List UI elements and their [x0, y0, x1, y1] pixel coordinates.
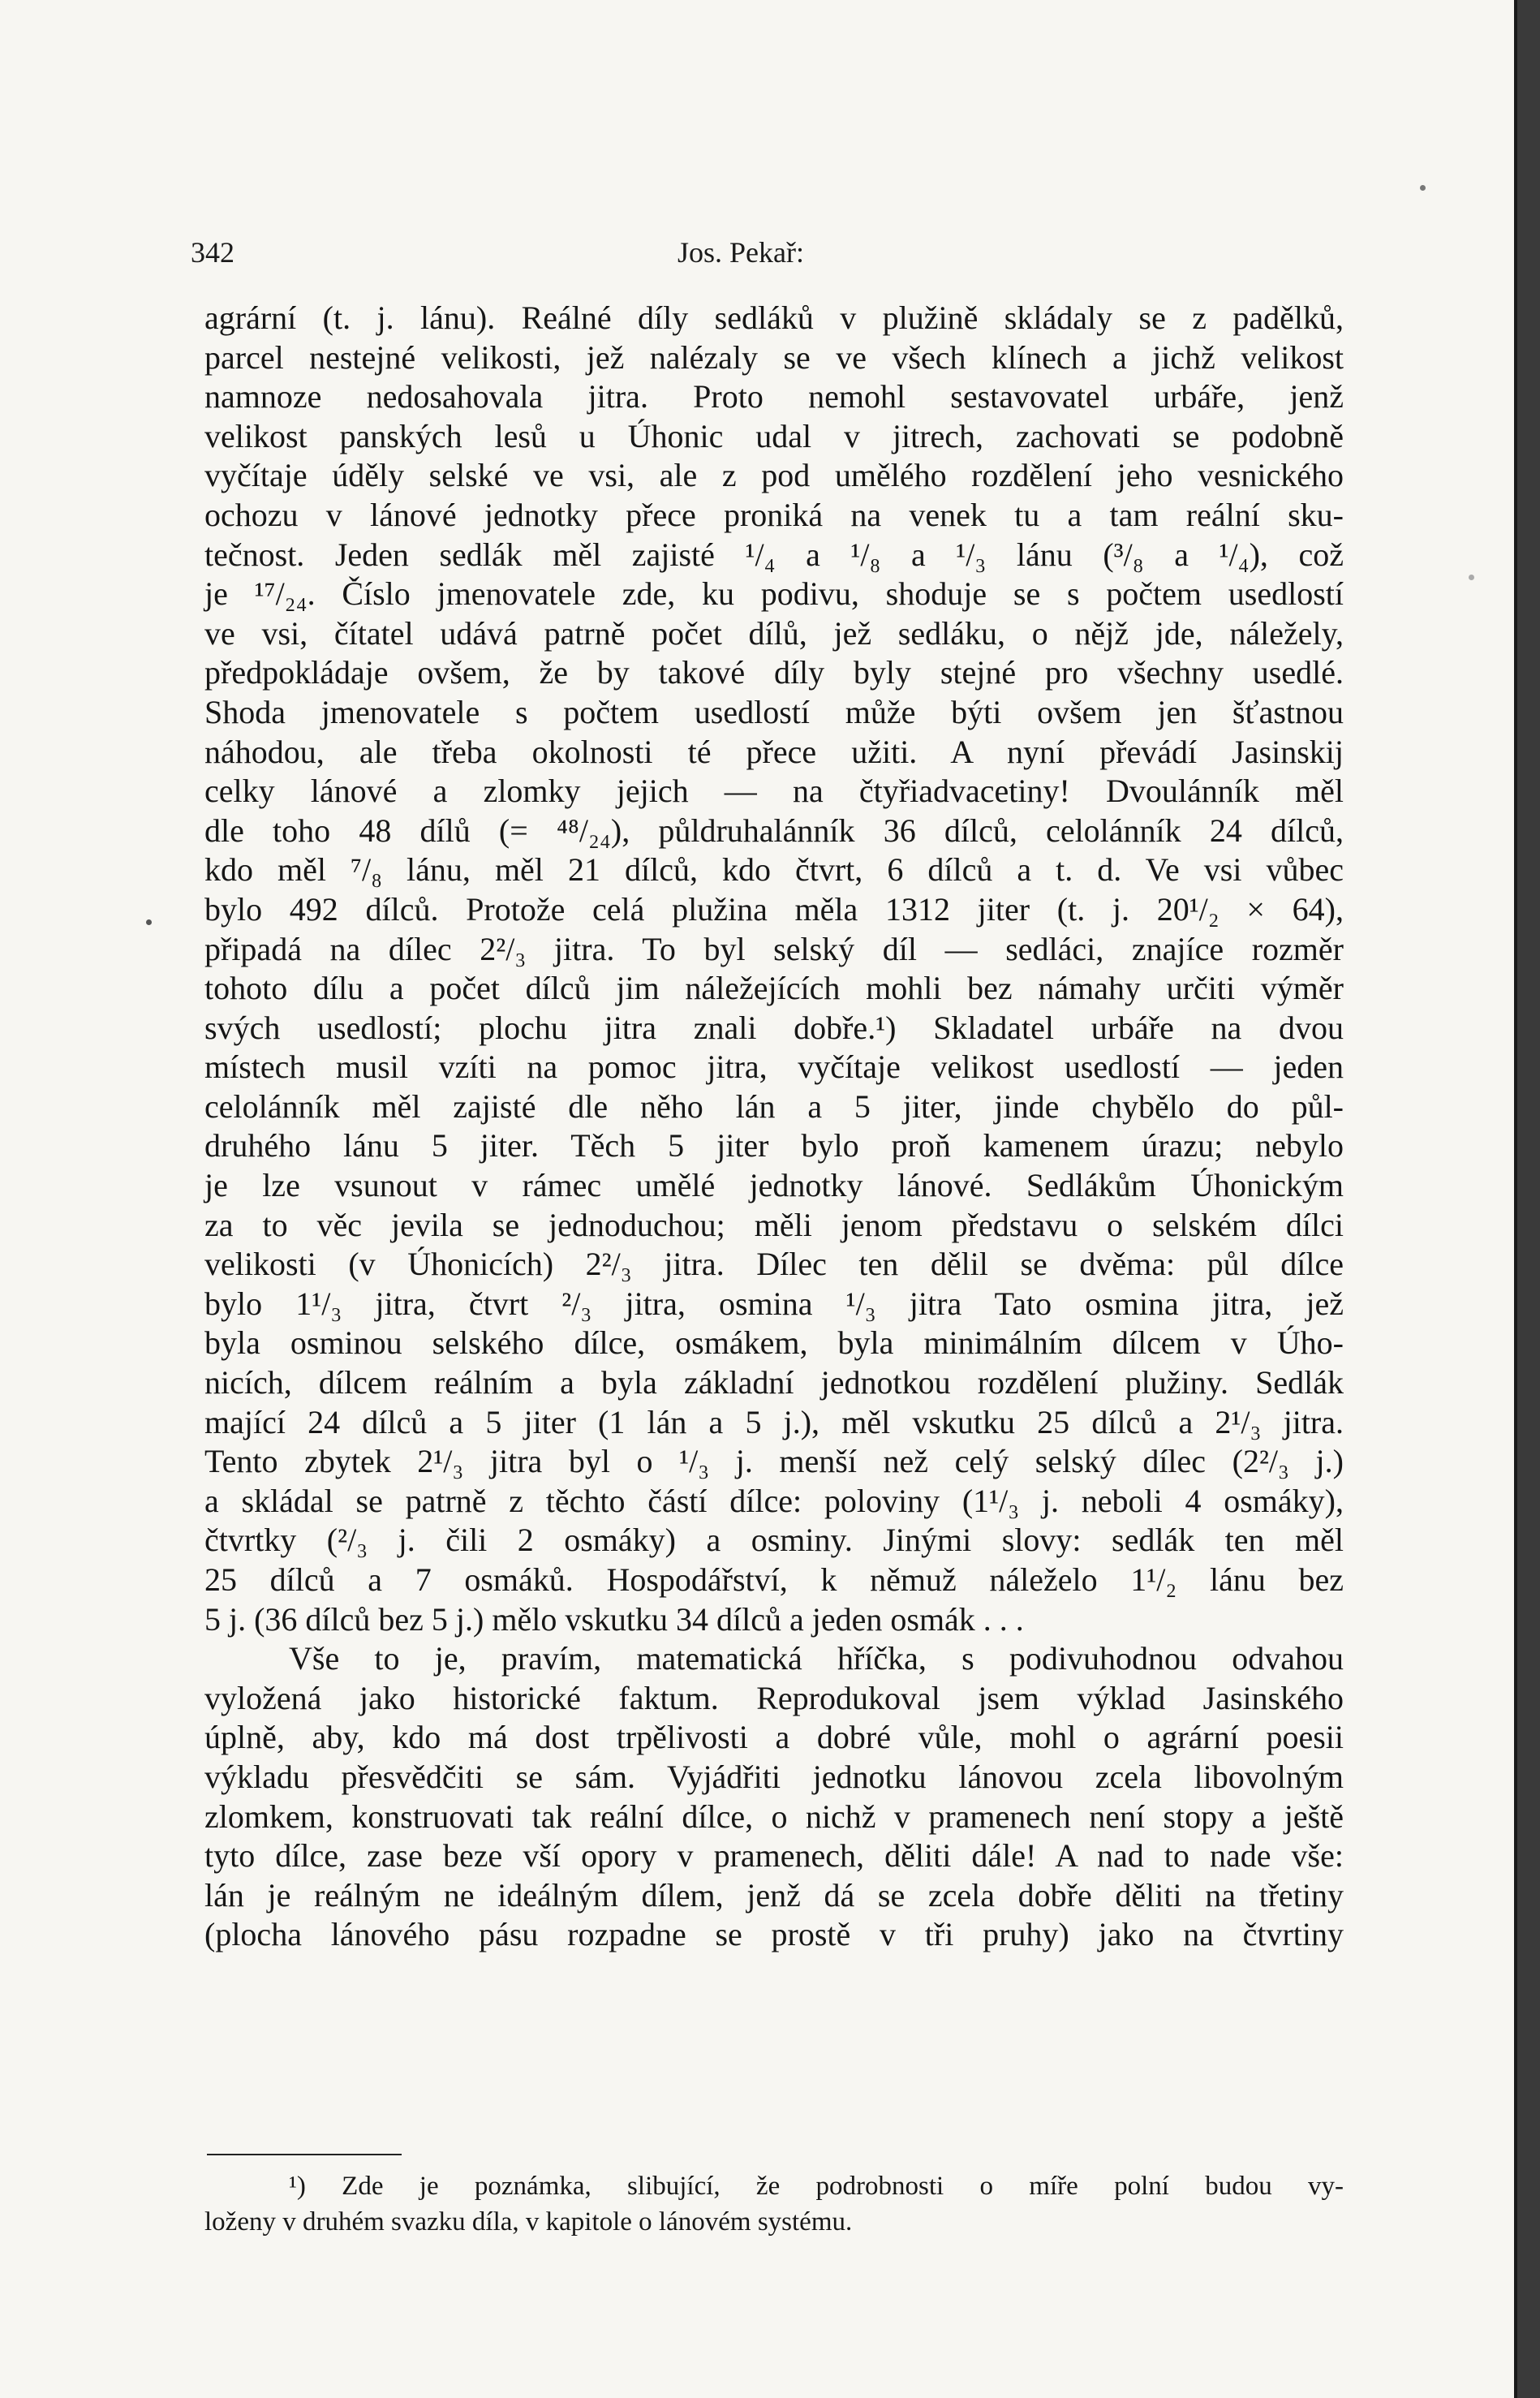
text-line: náhodou, ale třeba okolnosti té přece užiti. A nyní převádí Jasinskij	[204, 733, 1344, 770]
footnotes	[204, 2168, 1344, 2240]
text-line: 25 dílců a 7 osmáků. Hospodářství, k němuž náleželo 1¹/₂ lánu bez	[204, 1561, 1344, 1598]
footnote-rule	[207, 2154, 402, 2155]
text-line: agrární (t. j. lánu). Reálné díly sedláků v plužině skládaly se z padělků,	[204, 299, 1344, 336]
text-line: vyložená jako historické faktum. Reprodukoval jsem výklad Jasinského	[204, 1679, 1344, 1716]
text-line: za to věc jevila se jednoduchou; měli jenom představu o selském dílci	[204, 1206, 1344, 1243]
text-line: bylo 492 dílců. Protože celá plužina měla 1312 jiter (t. j. 20¹/₂ × 64),	[204, 890, 1344, 928]
text-line: parcel nestejné velikosti, jež nalézaly se ve všech klínech a jichž velikost	[204, 338, 1344, 376]
text-line: je lze vsunout v rámec umělé jednotky lánové. Sedlákům Úhonickým	[204, 1167, 1344, 1204]
text-line: nicích, dílcem reálním a byla základní jednotkou rozdělení plužiny. Sedlák	[204, 1364, 1344, 1401]
text-line: Shoda jmenovatele s počtem usedlostí může býti ovšem jen šťastnou	[204, 693, 1344, 730]
text-line: druhého lánu 5 jiter. Těch 5 jiter bylo proň kamenem úrazu; nebylo	[204, 1127, 1344, 1165]
text-line: kdo měl ⁷/₈ lánu, měl 21 dílců, kdo čtvrt, 6 dílců a t. d. Ve vsi vůbec	[204, 851, 1344, 889]
footnote-line: loženy v druhém svazku díla, v kapitole o lánovém systému.	[204, 2207, 853, 2237]
speck-mark	[146, 919, 152, 925]
text-line: velikosti (v Úhonicích) 2²/₃ jitra. Dílec ten dělil se dvěma: půl dílce	[204, 1246, 1344, 1283]
text-line: Tento zbytek 2¹/₃ jitra byl o ¹/₃ j. menší než celý selský dílec (2²/₃ j.)	[204, 1443, 1344, 1480]
text-line: dle toho 48 dílů (= ⁴⁸/₂₄), půldruhalánník 36 dílců, celolánník 24 dílců,	[204, 812, 1344, 849]
text-line: připadá na dílec 2²/₃ jitra. To byl selský díl — sedláci, znajíce rozměr	[204, 930, 1344, 967]
speck-mark	[1469, 575, 1474, 580]
text-line: tečnost. Jeden sedlák měl zajisté ¹/₄ a ¹/₈ a ¹/₃ lánu (³/₈ a ¹/₄), což	[204, 536, 1344, 573]
text-line: svých usedlostí; plochu jitra znali dobře.¹) Skladatel urbáře na dvou	[204, 1009, 1344, 1046]
text-line: byla osminou selského dílce, osmákem, byla minimálním dílcem v Úho-	[204, 1324, 1344, 1362]
text-line: ochozu v lánové jednotky přece proniká na venek tu a tam reální sku-	[204, 496, 1344, 533]
text-line: ve vsi, čítatel udává patrně počet dílů, jež sedláku, o nějž jde, náležely,	[204, 614, 1344, 652]
page-number: 342	[191, 236, 234, 269]
text-line: namnoze nedosahovala jitra. Proto nemohl sestavovatel urbáře, jenž	[204, 378, 1344, 415]
running-head: Jos. Pekař:	[678, 236, 804, 269]
speck-mark	[1420, 185, 1426, 191]
text-line: mající 24 dílců a 5 jiter (1 lán a 5 j.), měl vskutku 25 dílců a 2¹/₃ jitra.	[204, 1403, 1344, 1440]
text-line: celky lánové a zlomky jejich — na čtyřiadvacetiny! Dvoulánník měl	[204, 773, 1344, 810]
text-line: předpokládaje ovšem, že by takové díly byly stejné pro všechny usedlé.	[204, 654, 1344, 691]
text-line: je ¹⁷/₂₄. Číslo jmenovatele zde, ku podivu, shoduje se s počtem usedlostí	[204, 575, 1344, 613]
text-line: Vše to je, pravím, matematická hříčka, s podivuhodnou odvahou	[289, 1640, 1344, 1677]
text-line: výkladu přesvědčiti se sám. Vyjádřiti jednotku lánovou zcela libovolným	[204, 1758, 1344, 1795]
body-text	[204, 299, 1344, 1955]
footnote-line: ¹) Zde je poznámka, slibující, že podrobnosti o míře polní budou vy-	[289, 2172, 1344, 2201]
text-line: celolánník měl zajisté dle něho lán a 5 jiter, jinde chybělo do půl-	[204, 1087, 1344, 1125]
text-line: (plocha lánového pásu rozpadne se prostě v tři pruhy) jako na čtvrtiny	[204, 1916, 1344, 1953]
text-line: tyto dílce, zase beze vší opory v pramenech, děliti dále! A nad to nade vše:	[204, 1837, 1344, 1875]
text-line: 5 j. (36 dílců bez 5 j.) mělo vskutku 34 dílců a jeden osmák . . .	[204, 1600, 1024, 1638]
text-line: velikost panských lesů u Úhonic udal v jitrech, zachovati se podobně	[204, 417, 1344, 454]
text-line: úplně, aby, kdo má dost trpělivosti a dobré vůle, mohl o agrární poesii	[204, 1719, 1344, 1756]
text-line: a skládal se patrně z těchto částí dílce: poloviny (1¹/₃ j. neboli 4 osmáky),	[204, 1482, 1344, 1519]
text-line: čtvrtky (²/₃ j. čili 2 osmáky) a osminy. Jinými slovy: sedlák ten měl	[204, 1522, 1344, 1559]
text-line: lán je reálným ne ideálným dílem, jenž dá se zcela dobře děliti na třetiny	[204, 1876, 1344, 1914]
text-line: bylo 1¹/₃ jitra, čtvrt ²/₃ jitra, osmina ¹/₃ jitra Tato osmina jitra, jež	[204, 1285, 1344, 1322]
text-line: tohoto dílu a počet dílců jim náležejících mohli bez námahy určiti výměr	[204, 970, 1344, 1007]
text-line: místech musil vzíti na pomoc jitra, vyčítaje velikost usedlostí — jeden	[204, 1048, 1344, 1086]
text-line: zlomkem, konstruovati tak reální dílce, o nichž v pramenech není stopy a ještě	[204, 1797, 1344, 1835]
text-line: vyčítaje úděly selské ve vsi, ale z pod umělého rozdělení jeho vesnického	[204, 457, 1344, 494]
